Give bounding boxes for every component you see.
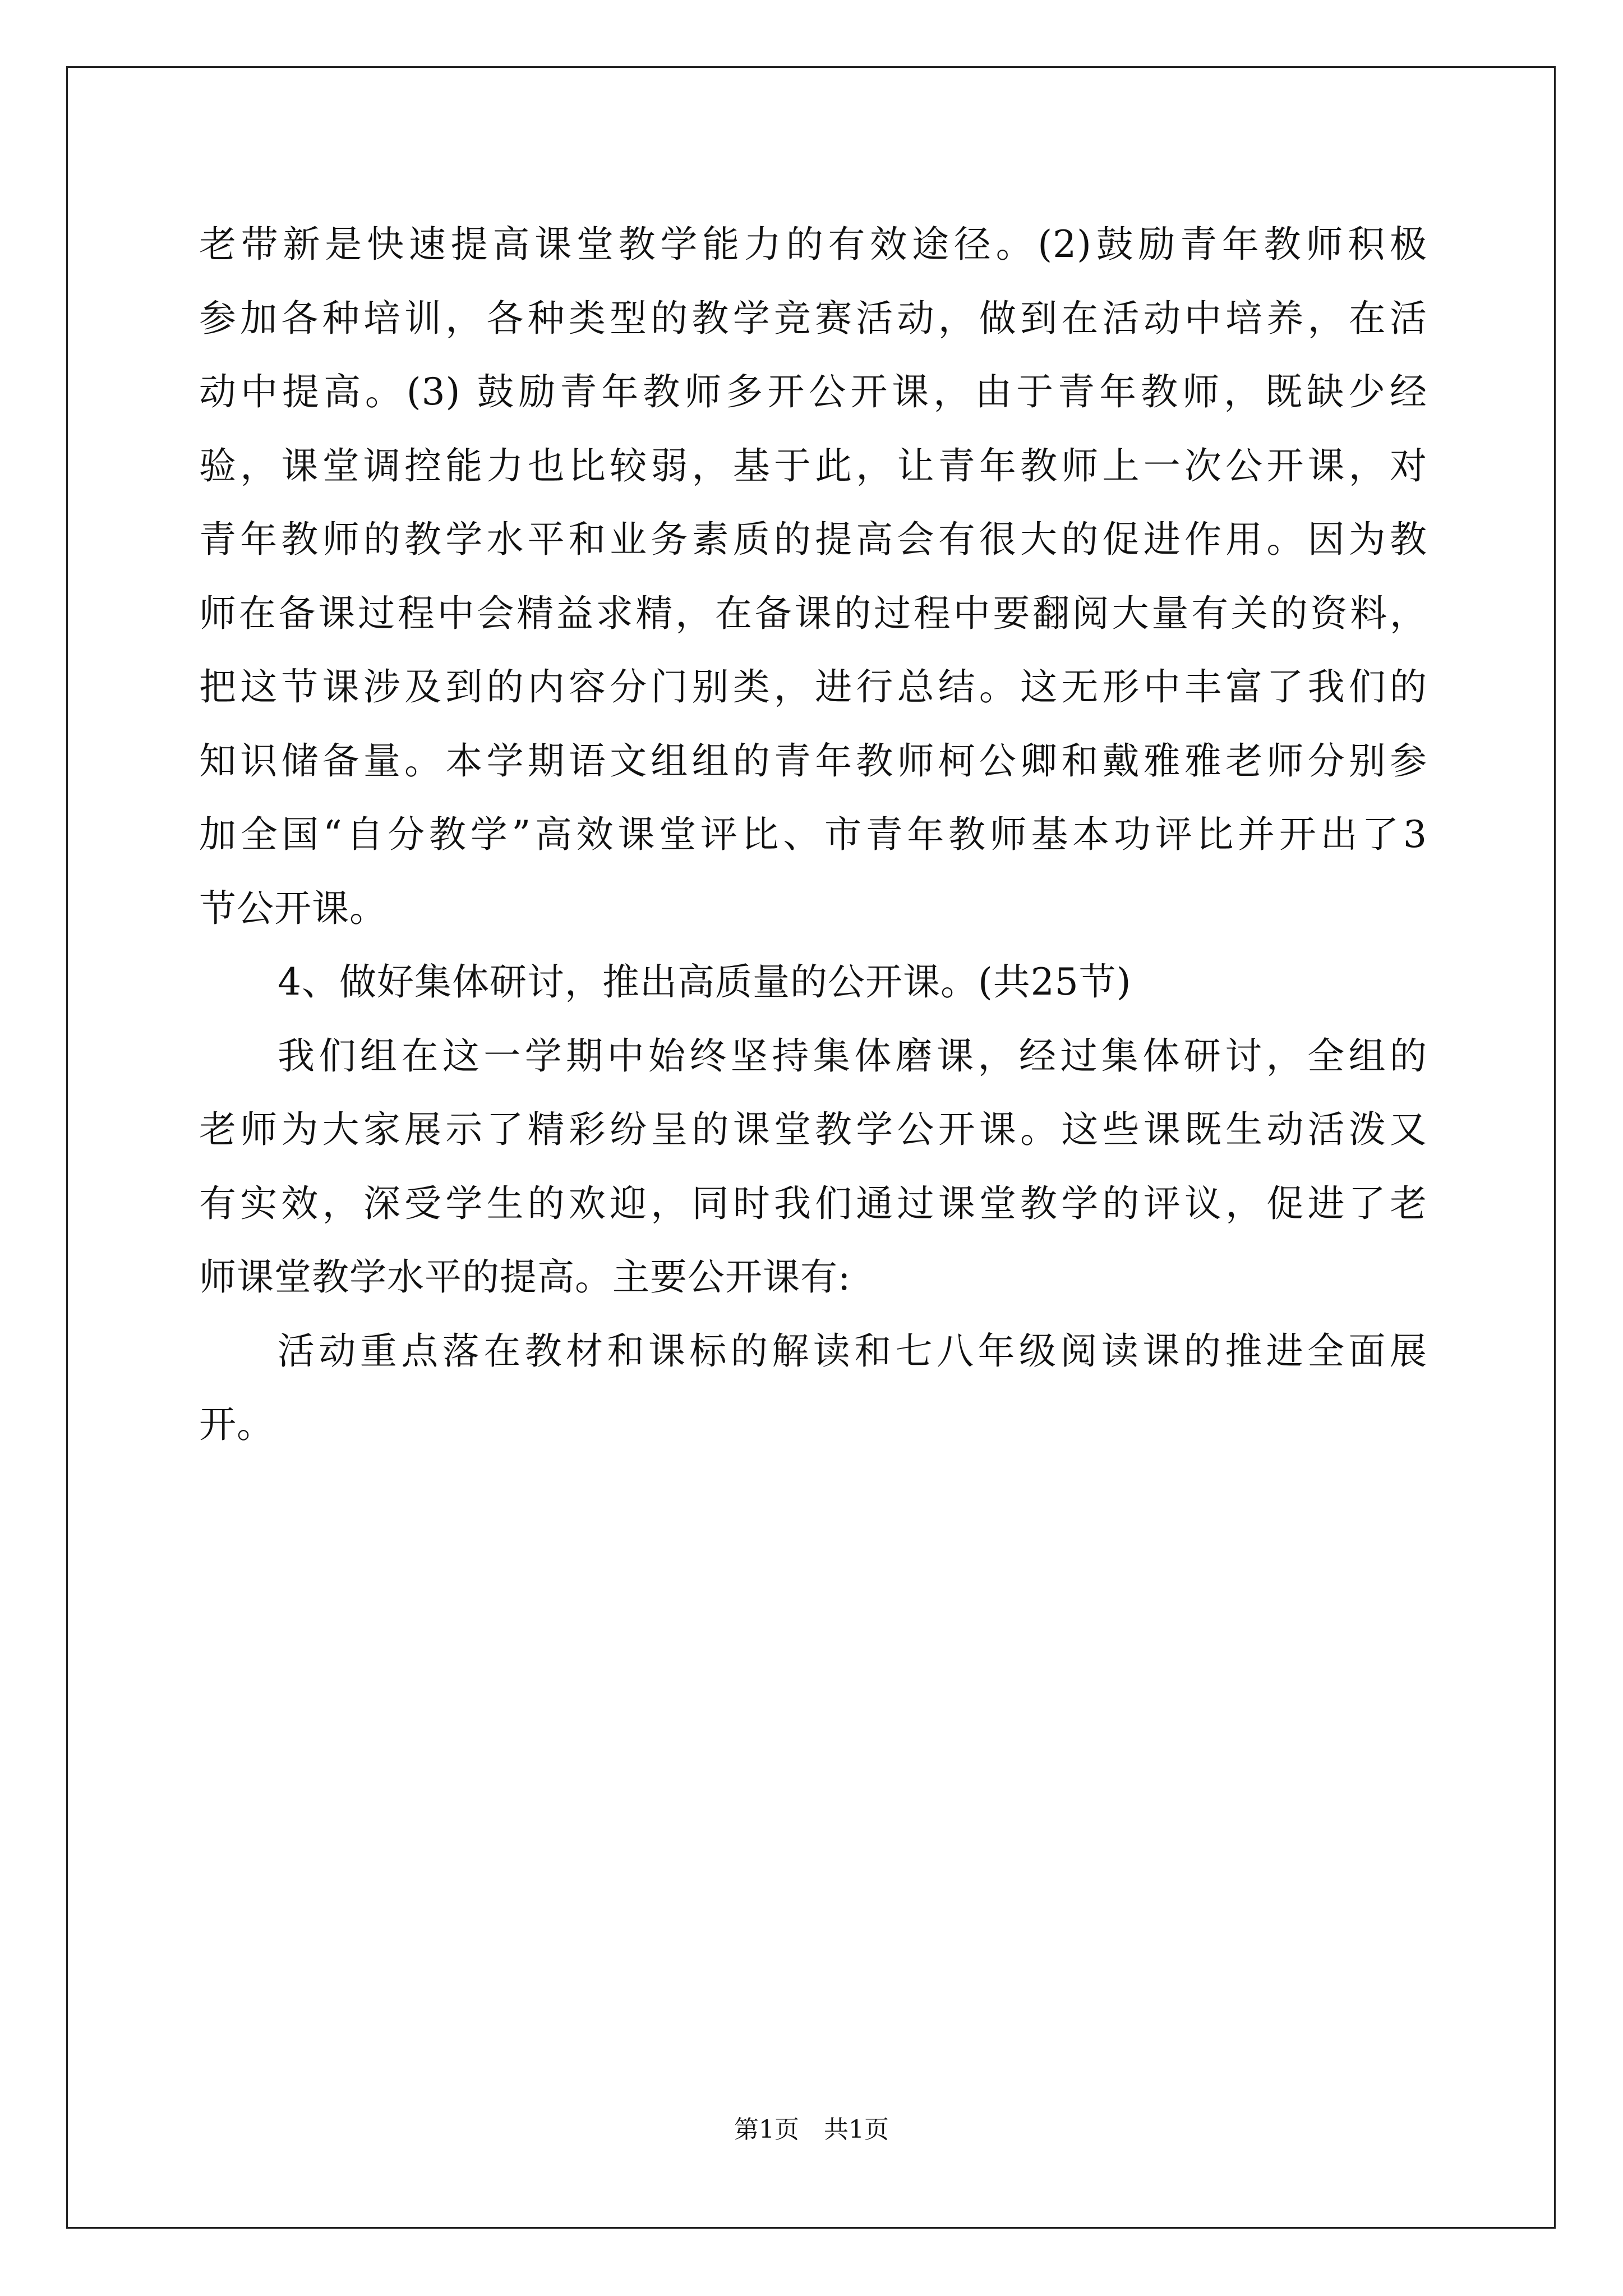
text-line-4: 验，课堂调控能力也比较弱，基于此，让青年教师上一次公开课，对 bbox=[199, 444, 1427, 487]
text-line-6: 师在备课过程中会精益求精，在备课的过程中要翻阅大量有关的资料， bbox=[199, 591, 1427, 635]
text-line-12: 我们组在这一学期中始终坚持集体磨课，经过集体研讨，全组的 bbox=[278, 1034, 1427, 1078]
document-body bbox=[199, 208, 1427, 1462]
text-line-10: 节公开课。 bbox=[199, 886, 387, 930]
text-line-16: 活动重点落在教材和课标的解读和七八年级阅读课的推进全面展 bbox=[278, 1329, 1427, 1373]
text-line-5: 青年教师的教学水平和业务素质的提高会有很大的促进作用。因为教 bbox=[199, 518, 1427, 561]
text-line-13: 老师为大家展示了精彩纷呈的课堂教学公开课。这些课既生动活泼又 bbox=[199, 1108, 1427, 1151]
text-line-8: 知识储备量。本学期语文组组的青年教师柯公卿和戴雅雅老师分别参 bbox=[199, 739, 1427, 783]
text-line-7: 把这节课涉及到的内容分门别类，进行总结。这无形中丰富了我们的 bbox=[199, 665, 1427, 708]
text-line-14: 有实效，深受学生的欢迎，同时我们通过课堂教学的评议，促进了老 bbox=[199, 1181, 1427, 1225]
text-line-17: 开。 bbox=[199, 1403, 274, 1446]
text-line-2: 参加各种培训，各种类型的教学竞赛活动，做到在活动中培养，在活 bbox=[199, 296, 1427, 340]
text-line-3: 动中提高。(3) 鼓励青年教师多开公开课，由于青年教师，既缺少经 bbox=[199, 370, 1427, 413]
text-line-9: 加全国“自分教学”高效课堂评比、市青年教师基本功评比并开出了3 bbox=[199, 813, 1427, 856]
page-number: 第1页 共1页 bbox=[734, 2115, 889, 2144]
text-line-1: 老带新是快速提高课堂教学能力的有效途径。(2)鼓励青年教师积极 bbox=[199, 223, 1427, 266]
text-line-15: 师课堂教学水平的提高。主要公开课有: bbox=[199, 1255, 851, 1299]
section-heading: 4、做好集体研讨，推出高质量的公开课。(共25节) bbox=[278, 960, 1132, 1004]
